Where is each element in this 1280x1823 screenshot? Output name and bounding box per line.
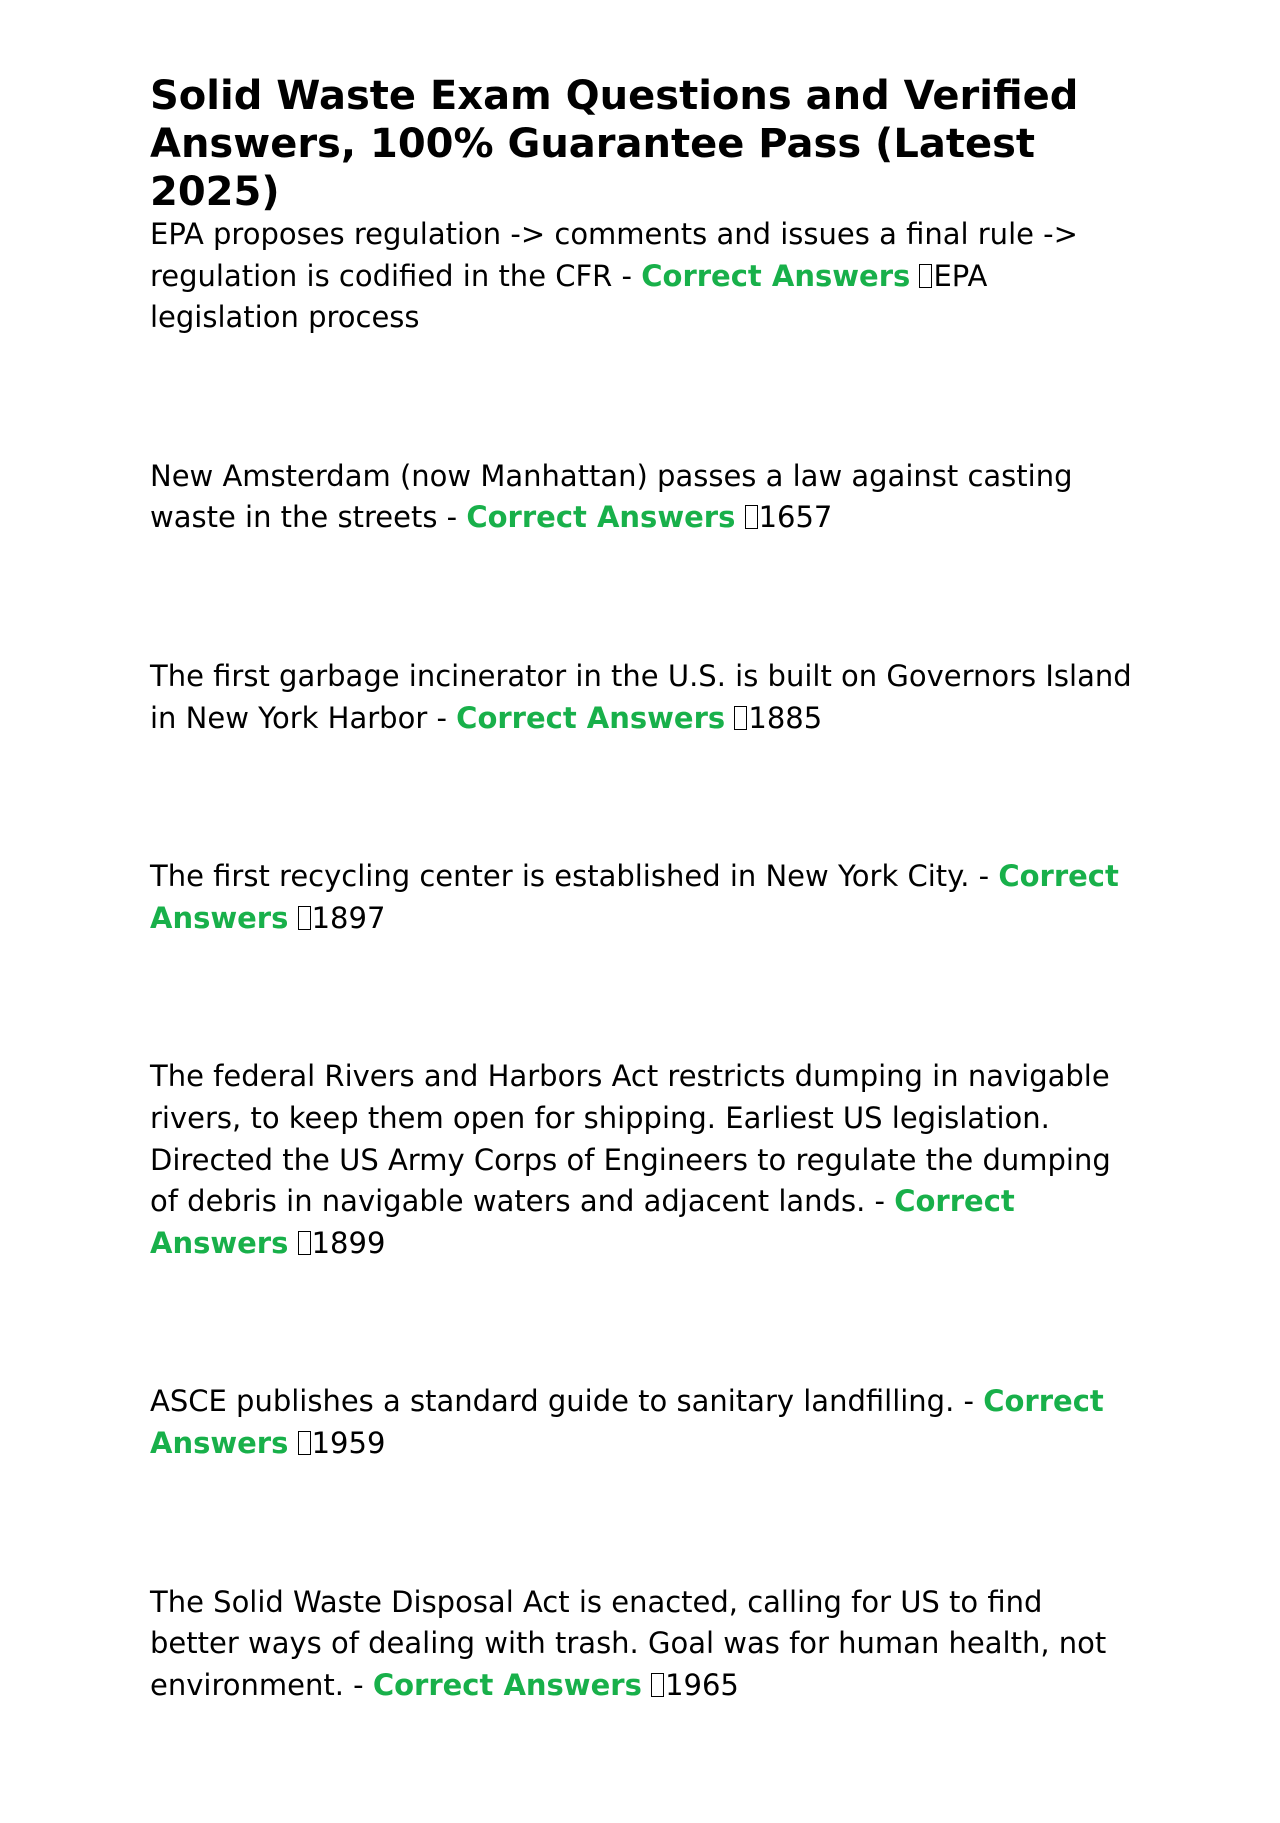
answer-text: EPA legislation process <box>150 258 988 335</box>
correct-answers-label: Correct Answers <box>150 1184 1015 1260</box>
correct-answers-label: Correct Answers <box>372 1667 642 1702</box>
answer-text: 1885 <box>748 700 823 735</box>
question-text: The federal Rivers and Harbors Act restricts dumping in navigable rivers, to keep them open for shipping. Earliest US legislation. Directed the US Army Corps of Engineers to regulate the dumping of debris in navigable waters and adjacent lands. <box>150 1059 1111 1219</box>
question-text: The first recycling center is established in New York City. <box>150 859 970 894</box>
answer-text: 1897 <box>311 900 386 935</box>
question-text: ASCE publishes a standard guide to sanitary landfilling. <box>150 1384 955 1419</box>
separator: - <box>343 1667 373 1702</box>
question-text: EPA proposes regulation -> comments and issues a final rule -> regulation is codified in the CFR <box>150 217 1078 293</box>
answer-text: 1657 <box>758 500 833 535</box>
correct-answers-label: Correct Answers <box>150 859 1119 935</box>
question-text: New Amsterdam (now Manhattan) passes a law against casting waste in the streets <box>150 458 1073 535</box>
missing-glyph-icon <box>745 505 758 529</box>
document-title: Solid Waste Exam Questions and Verified Answers, 100% Guarantee Pass (Latest 2025) <box>150 73 1079 215</box>
correct-answers-label: Correct Answers <box>641 258 911 293</box>
qa-item <box>150 1381 1140 1464</box>
missing-glyph-icon <box>298 906 311 930</box>
answer-text: 1965 <box>665 1667 739 1702</box>
qa-item <box>150 214 1140 339</box>
question-text: The Solid Waste Disposal Act is enacted, calling for US to find better ways of dealing with trash. Goal was for human health, not environment. <box>150 1584 1107 1702</box>
missing-glyph-icon <box>298 1231 311 1255</box>
qa-item <box>150 456 1140 539</box>
missing-glyph-icon <box>919 264 932 288</box>
correct-answers-label: Correct Answers <box>150 1384 1104 1460</box>
document-page <box>150 72 1140 1823</box>
separator: - <box>865 1184 895 1219</box>
answer-text: 1959 <box>311 1425 386 1460</box>
separator: - <box>969 859 999 894</box>
correct-answers-label: Correct Answers <box>466 500 736 535</box>
separator: - <box>612 258 642 293</box>
qa-item <box>150 1582 1140 1707</box>
missing-glyph-icon <box>651 1673 664 1697</box>
question-text: The first garbage incinerator in the U.S. is built on Governors Island in New York Harbor <box>150 658 1132 735</box>
qa-item <box>150 856 1140 939</box>
missing-glyph-icon <box>734 706 747 730</box>
separator: - <box>954 1384 984 1419</box>
qa-item <box>150 656 1140 739</box>
qa-item <box>150 1056 1140 1264</box>
missing-glyph-icon <box>298 1431 311 1455</box>
separator: - <box>427 700 457 735</box>
answer-text: 1899 <box>311 1225 386 1260</box>
correct-answers-label: Correct Answers <box>456 700 726 735</box>
separator: - <box>437 500 467 535</box>
